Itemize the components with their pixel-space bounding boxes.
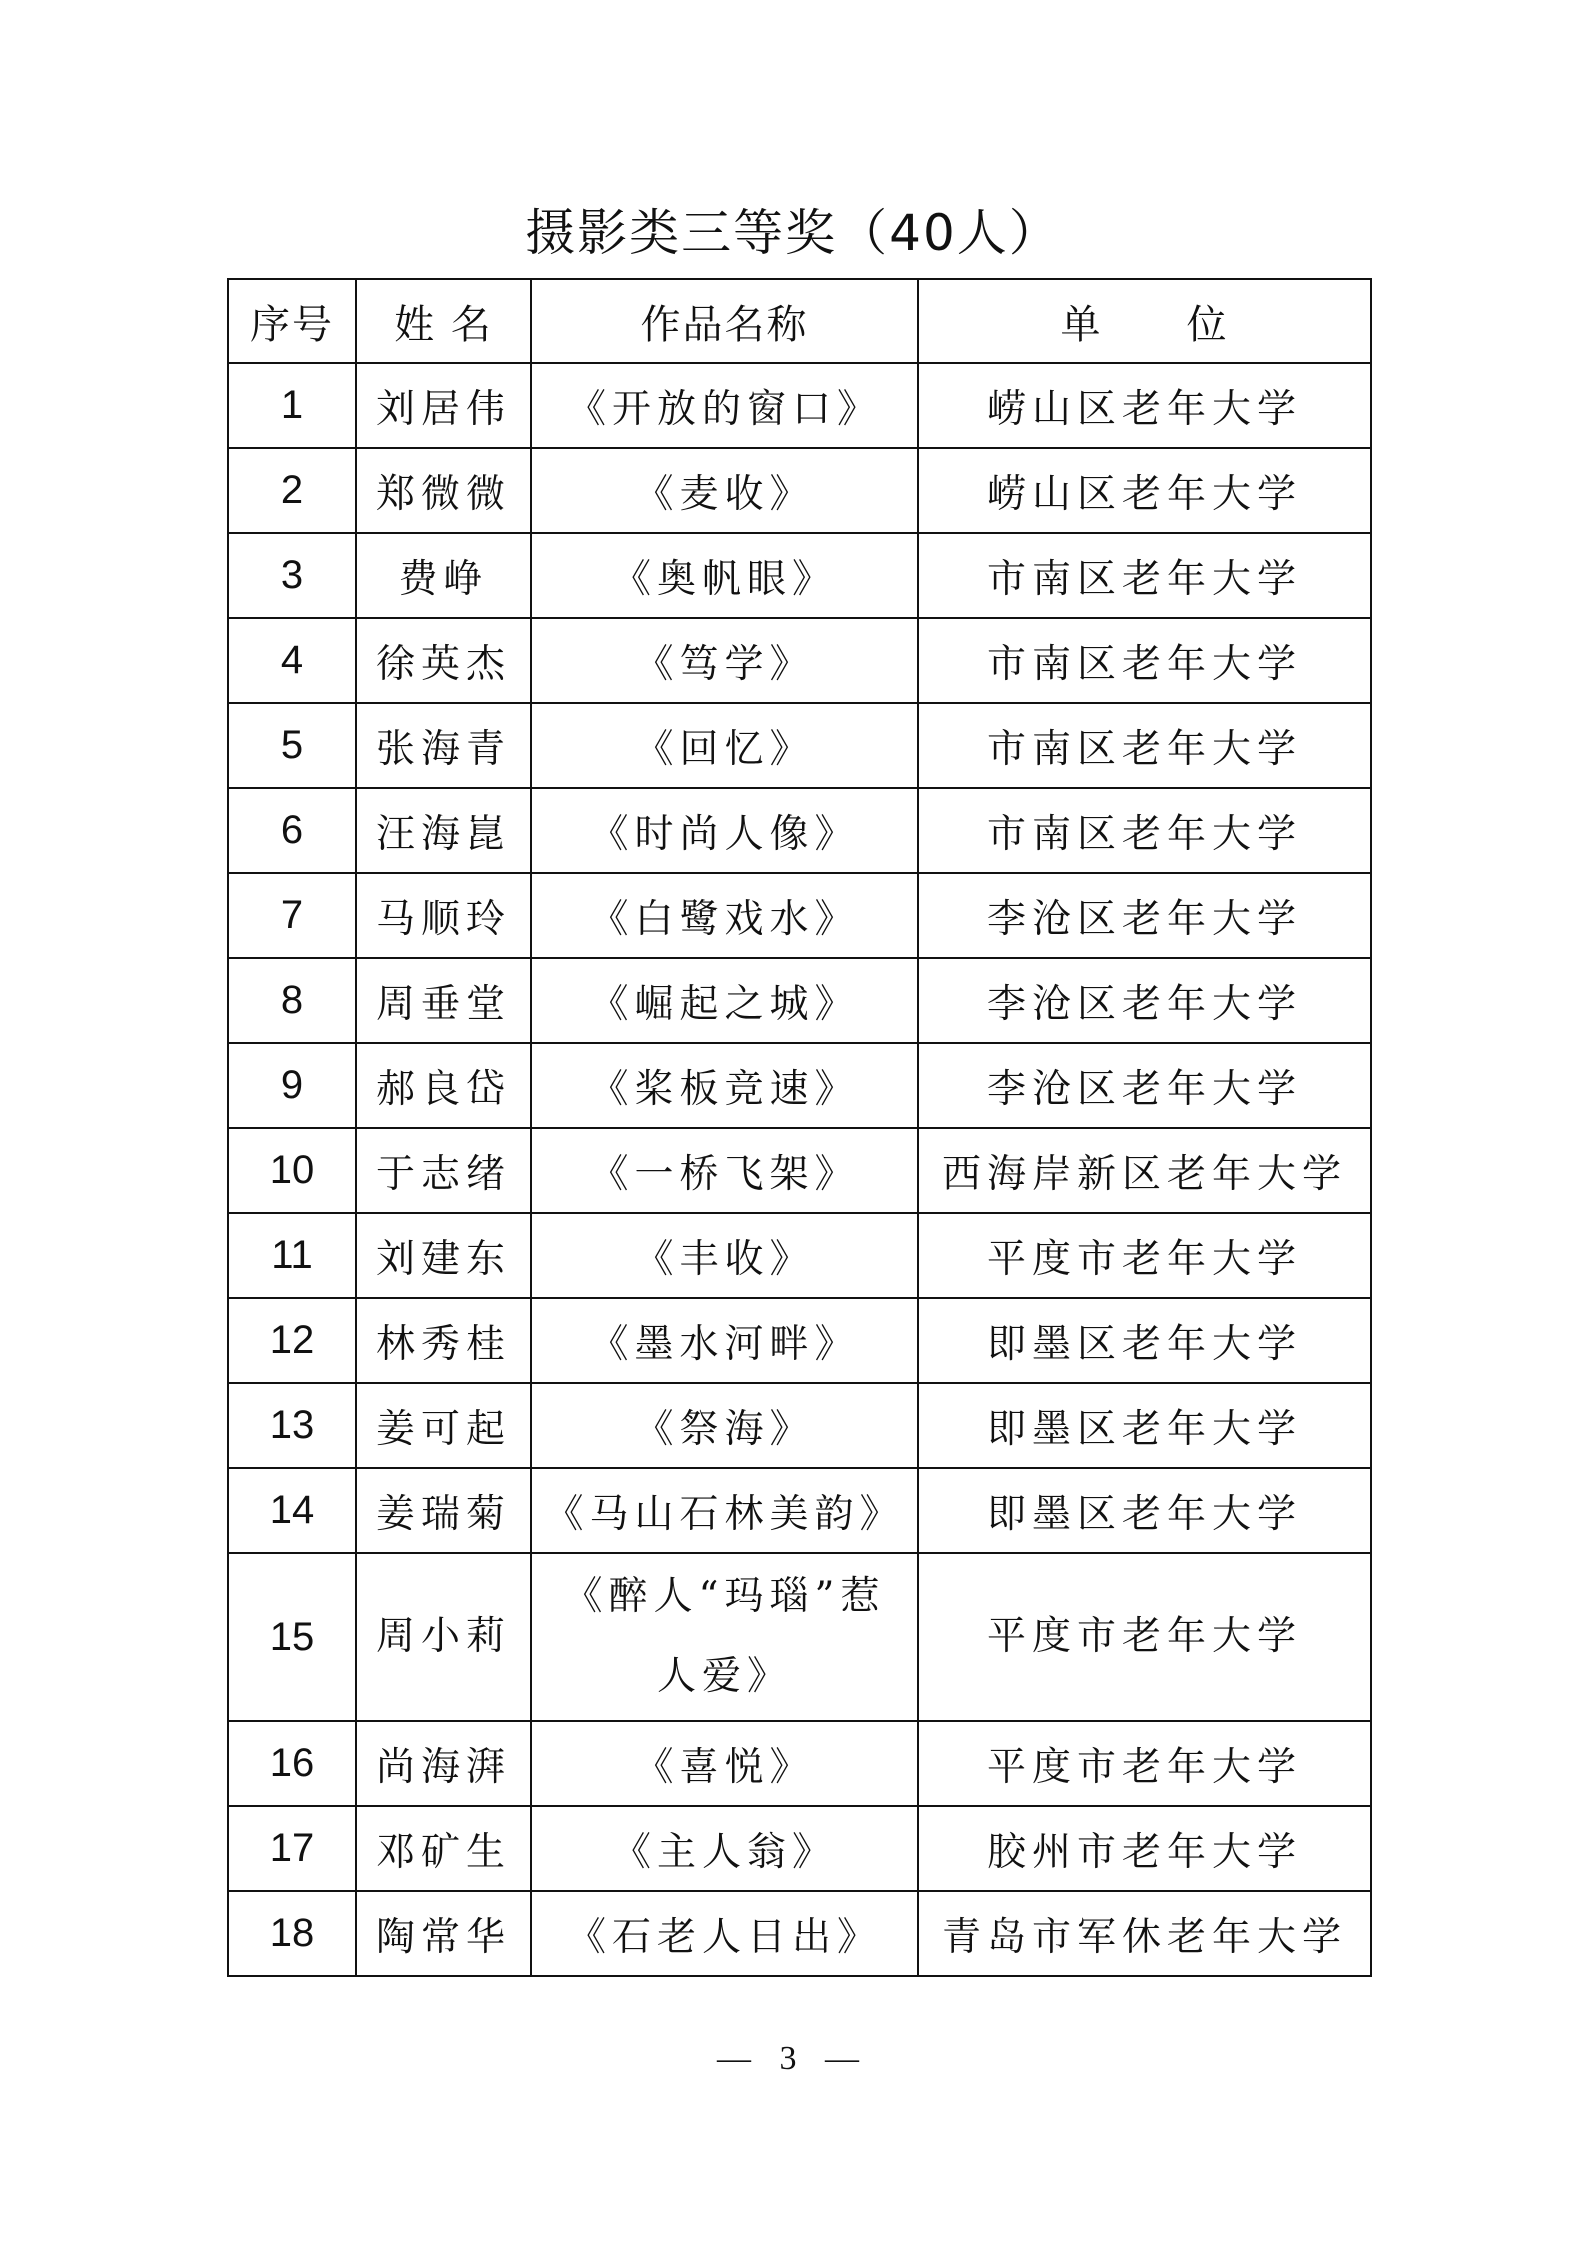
table-row — [228, 1553, 1371, 1721]
cell-work: 《笃学》 — [531, 618, 918, 703]
cell-unit: 即墨区老年大学 — [918, 1298, 1371, 1383]
cell-seq: 10 — [228, 1128, 356, 1213]
cell-unit: 胶州市老年大学 — [918, 1806, 1371, 1891]
table-row — [228, 1383, 1371, 1468]
cell-seq: 13 — [228, 1383, 356, 1468]
cell-name: 刘居伟 — [356, 363, 531, 448]
cell-name: 周小莉 — [356, 1553, 531, 1721]
table-row — [228, 448, 1371, 533]
cell-name: 马顺玲 — [356, 873, 531, 958]
table-row — [228, 1891, 1371, 1976]
cell-seq: 14 — [228, 1468, 356, 1553]
table-row — [228, 1721, 1371, 1806]
table-row — [228, 1468, 1371, 1553]
cell-name: 郝良岱 — [356, 1043, 531, 1128]
cell-seq: 4 — [228, 618, 356, 703]
cell-unit: 即墨区老年大学 — [918, 1383, 1371, 1468]
cell-seq: 3 — [228, 533, 356, 618]
header-name: 姓 名 — [356, 279, 531, 363]
table-row — [228, 618, 1371, 703]
table-row — [228, 1213, 1371, 1298]
table-row — [228, 703, 1371, 788]
cell-work: 《祭海》 — [531, 1383, 918, 1468]
cell-name: 刘建东 — [356, 1213, 531, 1298]
cell-work: 《马山石林美韵》 — [531, 1468, 918, 1553]
cell-seq: 9 — [228, 1043, 356, 1128]
cell-seq: 17 — [228, 1806, 356, 1891]
cell-unit: 即墨区老年大学 — [918, 1468, 1371, 1553]
cell-work: 《喜悦》 — [531, 1721, 918, 1806]
header-seq: 序号 — [228, 279, 356, 363]
cell-name: 徐英杰 — [356, 618, 531, 703]
cell-seq: 6 — [228, 788, 356, 873]
cell-work: 《白鹭戏水》 — [531, 873, 918, 958]
table-row — [228, 958, 1371, 1043]
page-number: — 3 — — [717, 2040, 869, 2077]
header-work: 作品名称 — [531, 279, 918, 363]
page-title: 摄影类三等奖（40人） — [525, 204, 1061, 262]
table-row — [228, 873, 1371, 958]
cell-unit: 李沧区老年大学 — [918, 1043, 1371, 1128]
cell-seq: 2 — [228, 448, 356, 533]
cell-unit: 李沧区老年大学 — [918, 873, 1371, 958]
table-body — [228, 363, 1371, 1976]
cell-work: 《回忆》 — [531, 703, 918, 788]
cell-name: 于志绪 — [356, 1128, 531, 1213]
cell-seq: 12 — [228, 1298, 356, 1383]
table-row — [228, 363, 1371, 448]
cell-work: 《石老人日出》 — [531, 1891, 918, 1976]
cell-work: 《崛起之城》 — [531, 958, 918, 1043]
table-row — [228, 1806, 1371, 1891]
table-header-row — [228, 279, 1371, 363]
cell-work: 《奥帆眼》 — [531, 533, 918, 618]
cell-unit: 市南区老年大学 — [918, 703, 1371, 788]
cell-seq: 5 — [228, 703, 356, 788]
cell-unit: 平度市老年大学 — [918, 1553, 1371, 1721]
cell-name: 尚海湃 — [356, 1721, 531, 1806]
cell-unit: 西海岸新区老年大学 — [918, 1128, 1371, 1213]
cell-seq: 18 — [228, 1891, 356, 1976]
table-row — [228, 788, 1371, 873]
cell-seq: 8 — [228, 958, 356, 1043]
cell-name: 郑微微 — [356, 448, 531, 533]
cell-name: 林秀桂 — [356, 1298, 531, 1383]
cell-unit: 平度市老年大学 — [918, 1721, 1371, 1806]
cell-work-text: 《醉人“玛瑙”惹人爱》 — [563, 1574, 886, 1699]
cell-unit: 市南区老年大学 — [918, 618, 1371, 703]
cell-work: 《桨板竞速》 — [531, 1043, 918, 1128]
cell-name: 张海青 — [356, 703, 531, 788]
cell-work: 《丰收》 — [531, 1213, 918, 1298]
cell-work: 《墨水河畔》 — [531, 1298, 918, 1383]
table-row — [228, 1128, 1371, 1213]
cell-unit: 李沧区老年大学 — [918, 958, 1371, 1043]
cell-seq: 1 — [228, 363, 356, 448]
cell-work — [531, 1553, 918, 1721]
header-unit: 单 位 — [918, 279, 1371, 363]
cell-seq: 11 — [228, 1213, 356, 1298]
cell-seq: 15 — [228, 1553, 356, 1721]
cell-work: 《主人翁》 — [531, 1806, 918, 1891]
cell-unit: 市南区老年大学 — [918, 533, 1371, 618]
table-row — [228, 533, 1371, 618]
table-row — [228, 1298, 1371, 1383]
cell-name: 邓矿生 — [356, 1806, 531, 1891]
cell-name: 费峥 — [356, 533, 531, 618]
cell-name: 姜瑞菊 — [356, 1468, 531, 1553]
cell-name: 陶常华 — [356, 1891, 531, 1976]
cell-seq: 7 — [228, 873, 356, 958]
awards-table — [227, 278, 1372, 1977]
cell-name: 汪海崑 — [356, 788, 531, 873]
cell-work: 《时尚人像》 — [531, 788, 918, 873]
table-row — [228, 1043, 1371, 1128]
cell-unit: 市南区老年大学 — [918, 788, 1371, 873]
cell-unit: 崂山区老年大学 — [918, 448, 1371, 533]
cell-unit: 青岛市军休老年大学 — [918, 1891, 1371, 1976]
cell-unit: 崂山区老年大学 — [918, 363, 1371, 448]
cell-work: 《开放的窗口》 — [531, 363, 918, 448]
cell-seq: 16 — [228, 1721, 356, 1806]
cell-work: 《一桥飞架》 — [531, 1128, 918, 1213]
cell-name: 周垂堂 — [356, 958, 531, 1043]
cell-work: 《麦收》 — [531, 448, 918, 533]
cell-unit: 平度市老年大学 — [918, 1213, 1371, 1298]
cell-name: 姜可起 — [356, 1383, 531, 1468]
